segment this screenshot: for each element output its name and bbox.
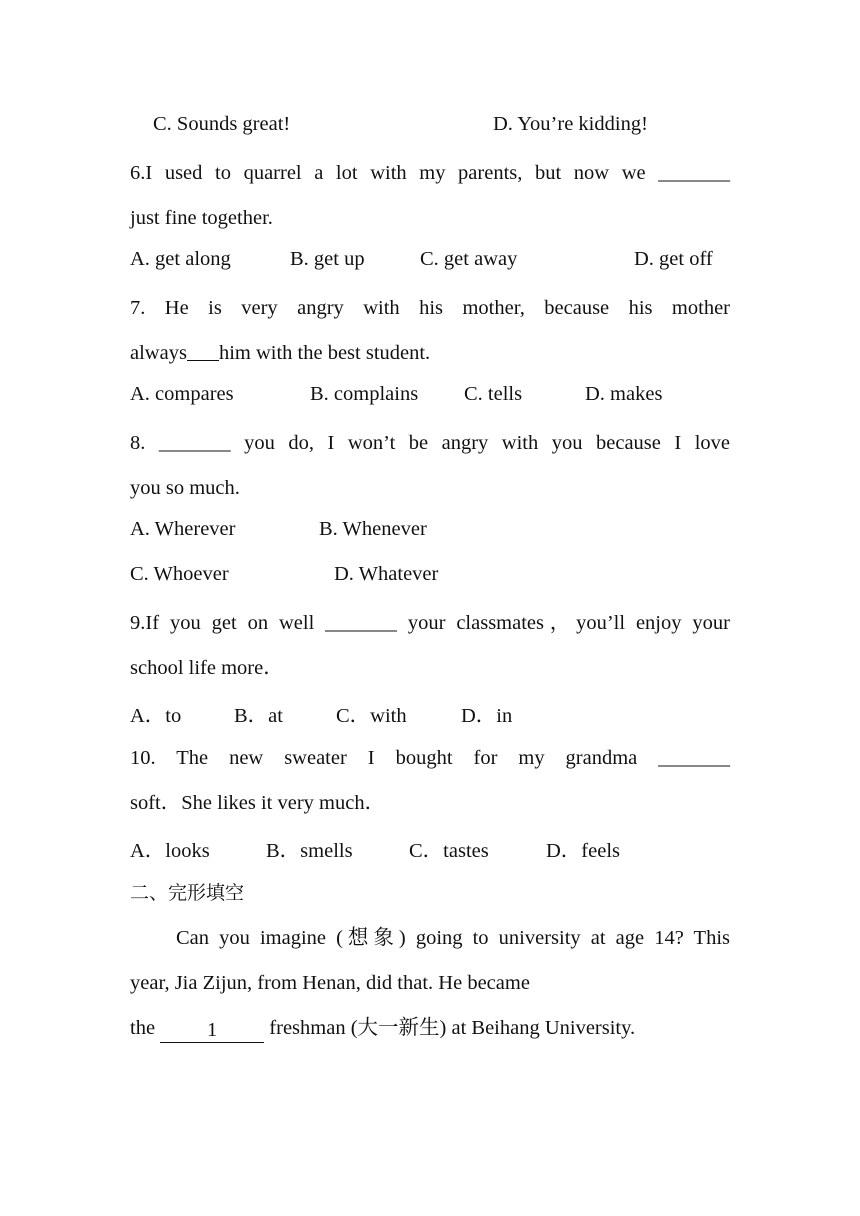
q7-option-b: B. complains <box>310 383 419 405</box>
q10-stem-line2: soft．She likes it very much． <box>130 792 386 814</box>
q5-option-d: D. You’re kidding! <box>493 113 648 135</box>
q7-option-c: C. tells <box>464 383 523 405</box>
q9-option-b: B．at <box>234 705 283 727</box>
q9-stem-line1: 9.If you get on well _______ your classmates，you’ll enjoy your <box>130 612 730 634</box>
q7-stem-line2 <box>130 338 430 368</box>
q6-option-c: C. get away <box>420 248 518 270</box>
q6-option-b: B. get up <box>290 248 365 270</box>
q8-option-d: D. Whatever <box>334 563 439 585</box>
q10-option-a: A．looks <box>130 840 210 862</box>
q7-stem-after: him with the best student. <box>218 342 431 364</box>
q8-option-b: B. Whenever <box>319 518 427 540</box>
q8-stem-line2: you so much. <box>130 477 240 499</box>
q10-option-c: C．tastes <box>409 840 489 862</box>
passage-line3-after: freshman (大一新生) at Beihang University. <box>264 1017 636 1039</box>
passage-line3-before: the <box>130 1017 161 1039</box>
q6-stem-line2: just fine together. <box>130 207 273 229</box>
q8-option-a: A. Wherever <box>130 518 236 540</box>
q7-stem-before: always <box>130 342 187 364</box>
q9-option-a: A．to <box>130 705 182 727</box>
q10-stem-line1: 10. The new sweater I bought for my grandma _______ <box>130 747 730 769</box>
q7-option-d: D. makes <box>585 383 663 405</box>
q7-stem-line1: 7. He is very angry with his mother, because his mother <box>130 297 730 319</box>
section-heading: 二、完形填空 <box>130 882 245 904</box>
q9-option-d: D．in <box>461 705 513 727</box>
q9-stem-line2: school life more． <box>130 657 284 679</box>
q8-option-c: C. Whoever <box>130 563 229 585</box>
q6-stem-line1: 6.I used to quarrel a lot with my parents, but now we _______ <box>130 162 730 184</box>
q5-option-c: C. Sounds great! <box>153 113 291 135</box>
q9-option-c: C．with <box>336 705 407 727</box>
q6-option-a: A. get along <box>130 248 231 270</box>
q7-option-a: A. compares <box>130 383 234 405</box>
q10-option-d: D．feels <box>546 840 621 862</box>
passage-line1: Can you imagine (想象) going to university at age 14? This <box>176 927 730 949</box>
q8-stem-line1: 8. _______ you do, I won’t be angry with you because I love <box>130 432 730 454</box>
cloze-blank-1 <box>160 1018 264 1043</box>
passage-line2: year, Jia Zijun, from Henan, did that. He became <box>130 972 530 994</box>
q10-option-b: B．smells <box>266 840 353 862</box>
passage-line3 <box>130 1013 635 1043</box>
q7-blank <box>187 340 219 361</box>
q6-option-d: D. get off <box>634 248 713 270</box>
cloze-blank-number: 1 <box>207 1019 218 1041</box>
